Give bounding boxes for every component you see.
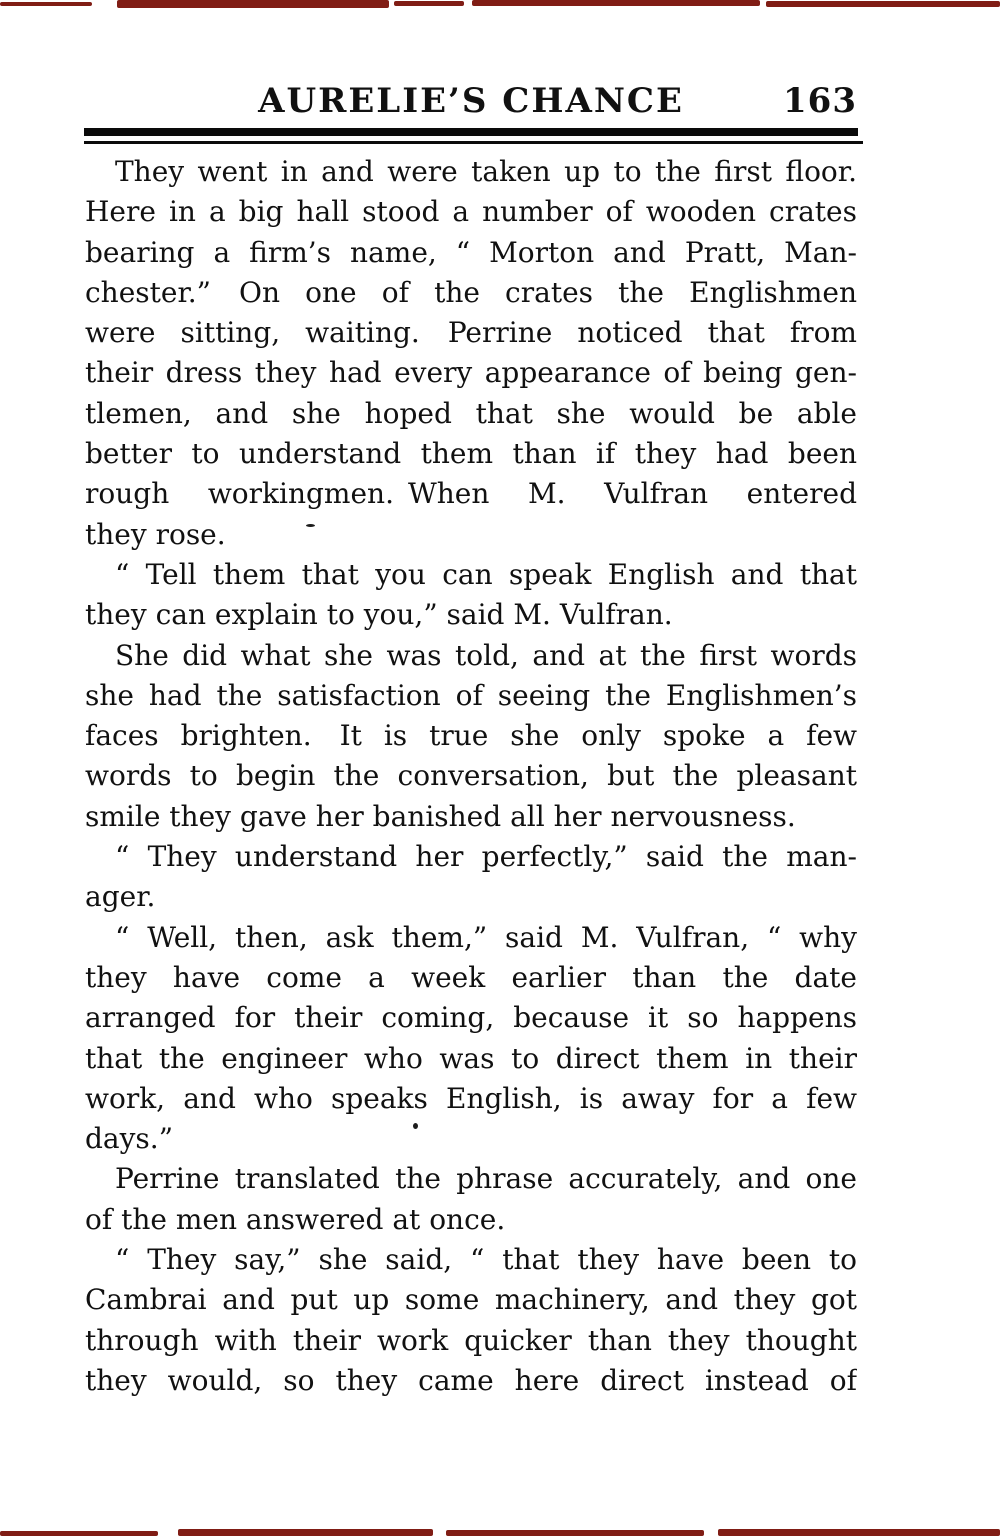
edge-mark xyxy=(394,1,464,6)
text-line: “ They understand her perfectly,” said the man- xyxy=(115,840,857,874)
text-line: were sitting, waiting. Perrine noticed that from xyxy=(85,316,857,350)
text-line: work, and who speaks English, is away for a few xyxy=(85,1081,857,1115)
text-line: faces brighten. It is true she only spoke a few xyxy=(85,719,857,753)
text-line: bearing a firm’s name, “ Morton and Pratt, Man- xyxy=(85,235,857,269)
text-line: rough workingmen. When M. Vulfran entered xyxy=(85,477,857,511)
text-line: ager. xyxy=(85,880,156,914)
page-header xyxy=(85,82,857,120)
edge-mark xyxy=(117,0,389,8)
text-line: tlemen, and she hoped that she would be able xyxy=(85,396,857,430)
text-line: chester.” On one of the crates the Englishmen xyxy=(85,275,857,309)
edge-mark xyxy=(446,1530,704,1536)
text-line: “ They say,” she said, “ that they have been to xyxy=(115,1243,857,1277)
text-line: Here in a big hall stood a number of wooden crates xyxy=(85,195,857,229)
text-line: they can explain to you,” said M. Vulfran. xyxy=(85,598,673,632)
header-rule-thick xyxy=(84,128,858,136)
text-line: they rose. xyxy=(85,517,226,551)
text-line: they have come a week earlier than the date xyxy=(85,960,857,994)
ink-speck xyxy=(306,524,315,527)
body-text xyxy=(85,152,857,1401)
header-rule-thin xyxy=(84,141,863,144)
text-line: better to understand them than if they had been xyxy=(85,437,857,471)
text-line: days.” xyxy=(85,1122,174,1156)
text-line: their dress they had every appearance of being gen- xyxy=(85,356,857,390)
text-line: Cambrai and put up some machinery, and they got xyxy=(85,1283,857,1317)
edge-mark xyxy=(472,0,760,6)
text-line: arranged for their coming, because it so happens xyxy=(85,1001,857,1035)
text-line: she had the satisfaction of seeing the Englishmen’s xyxy=(85,678,857,712)
text-line: “ Well, then, ask them,” said M. Vulfran, “ why xyxy=(115,920,857,954)
text-line: of the men answered at once. xyxy=(85,1202,506,1236)
text-line: Perrine translated the phrase accurately, and one xyxy=(115,1162,857,1196)
text-line: through with their work quicker than they thought xyxy=(85,1323,857,1357)
page-number: 163 xyxy=(783,81,857,121)
ink-speck xyxy=(413,1123,418,1129)
running-head-title: AURELIE’S CHANCE xyxy=(258,81,684,121)
edge-mark xyxy=(0,1531,158,1536)
edge-mark xyxy=(178,1529,433,1536)
text-line: they would, so they came here direct instead of xyxy=(85,1363,857,1397)
text-line: words to begin the conversation, but the pleasant xyxy=(85,759,857,793)
edge-mark xyxy=(0,2,92,6)
text-line: They went in and were taken up to the first floor. xyxy=(115,155,857,188)
text-line: smile they gave her banished all her nervousness. xyxy=(85,799,796,833)
text-line: “ Tell them that you can speak English and that xyxy=(115,557,857,591)
text-line: She did what she was told, and at the first words xyxy=(115,638,857,672)
edge-mark xyxy=(718,1529,1000,1536)
text-line: that the engineer who was to direct them in their xyxy=(85,1041,857,1075)
edge-mark xyxy=(766,1,1000,7)
